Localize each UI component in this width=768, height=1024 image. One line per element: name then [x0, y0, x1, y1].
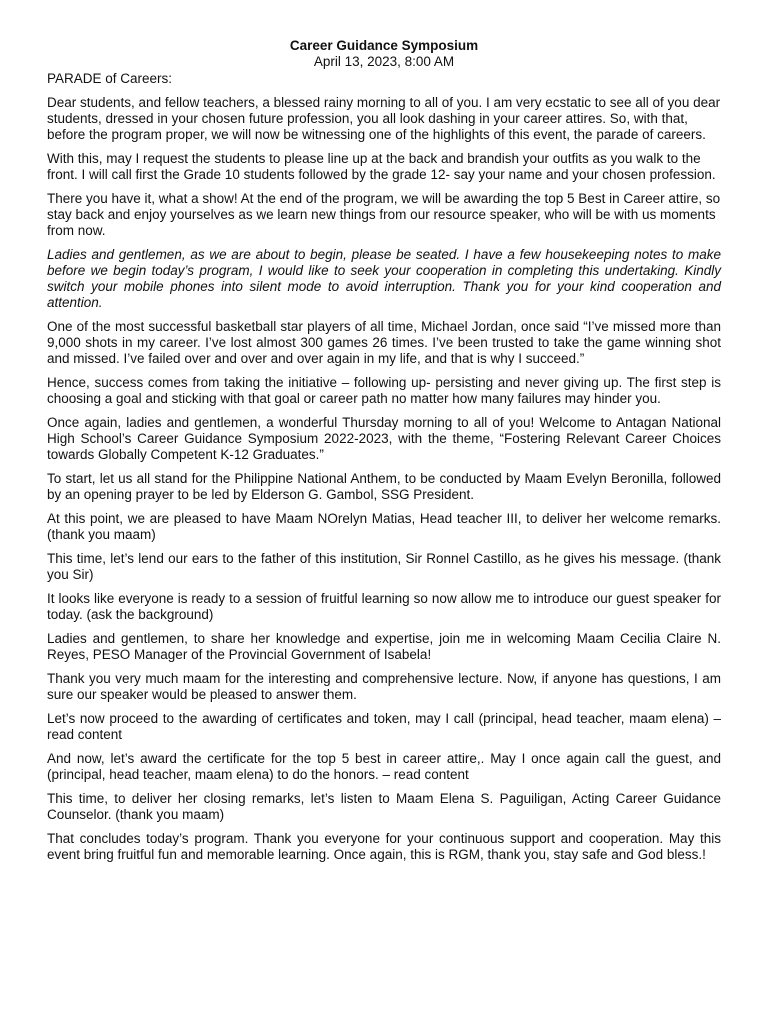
paragraph-show: There you have it, what a show! At the end of the program, we will be awarding the top 5 Best in Career attire, so stay back and enjoy yourselves as we learn new things from our resource speaker, who will be with us moments from now.	[47, 191, 721, 238]
paragraph-anthem: To start, let us all stand for the Philippine National Anthem, to be conducted by Maam Evelyn Beronilla, followed by an opening prayer to be led by Elderson G. Gambol, SSG President.	[47, 471, 721, 502]
paragraph-welcome-remarks: At this point, we are pleased to have Maam NOrelyn Matias, Head teacher III, to deliver her welcome remarks. (thank you maam)	[47, 511, 721, 542]
paragraph-welcome: Once again, ladies and gentlemen, a wonderful Thursday morning to all of you! Welcome to Antagan National High School’s Career Guidance Symposium 2022-2023, with the theme, “Fostering Relevant Career Choices towards Globally Competent K-12 Graduates.”	[47, 415, 721, 462]
document-title: Career Guidance Symposium	[289, 38, 479, 53]
paragraph-thank-speaker: Thank you very much maam for the interesting and comprehensive lecture. Now, if anyone has questions, I am sure our speaker would be pleased to answer them.	[47, 671, 721, 702]
paragraph-certificates: Let’s now proceed to the awarding of certificates and token, may I call (principal, head teacher, maam elena) – read content	[47, 711, 721, 742]
paragraph-jordan-quote: One of the most successful basketball star players of all time, Michael Jordan, once said “I’ve missed more than 9,000 shots in my career. I’ve lost almost 300 games 26 times. I’ve been trusted to take the game winning shot and missed. I’ve failed over and over and over again in my life, and that is why I succeed.”	[47, 319, 721, 366]
document-date: April 13, 2023, 8:00 AM	[313, 54, 455, 69]
paragraph-message: This time, let’s lend our ears to the father of this institution, Sir Ronnel Castillo, as he gives his message. (thank you Sir)	[47, 551, 721, 582]
section-heading: PARADE of Careers:	[47, 71, 173, 86]
paragraph-closing-remarks: This time, to deliver her closing remarks, let’s listen to Maam Elena S. Paguiligan, Acting Career Guidance Counselor. (thank you maam)	[47, 791, 721, 822]
paragraph-line-up: With this, may I request the students to please line up at the back and brandish your outfits as you walk to the front. I will call first the Grade 10 students followed by the grade 12- say your name and your chosen profession.	[47, 151, 716, 182]
paragraph-housekeeping: Ladies and gentlemen, as we are about to begin, please be seated. I have a few housekeeping notes to make before we begin today’s program, I would like to seek your cooperation in completing this undertaking. Kindly switch your mobile phones into silent mode to avoid interruption. Thank you for your kind cooperation and attention.	[47, 247, 721, 310]
paragraph-speaker: Ladies and gentlemen, to share her knowledge and expertise, join me in welcoming Maam Cecilia Claire N. Reyes, PESO Manager of the Provincial Government of Isabela!	[47, 631, 721, 662]
paragraph-conclusion: That concludes today’s program. Thank you everyone for your continuous support and cooperation. May this event bring fruitful fun and memorable learning. Once again, this is RGM, thank you, stay safe and God bless.!	[47, 831, 721, 862]
paragraph-top5-award: And now, let’s award the certificate for the top 5 best in career attire,. May I once again call the guest, and (principal, head teacher, maam elena) to do the honors. – read content	[47, 751, 721, 782]
paragraph-guest-intro: It looks like everyone is ready to a session of fruitful learning so now allow me to introduce our guest speaker for today. (ask the background)	[47, 591, 721, 622]
paragraph-greeting: Dear students, and fellow teachers, a blessed rainy morning to all of you. I am very ecstatic to see all of you dear students, dressed in your chosen future profession, you all look dashing in your career attires. So, with that, before the program proper, we will now be witnessing one of the highlights of this event, the parade of careers.	[47, 95, 721, 142]
paragraph-success: Hence, success comes from taking the initiative – following up- persisting and never giving up. The first step is choosing a goal and sticking with that goal or career path no matter how many failures may hinder you.	[47, 375, 721, 406]
